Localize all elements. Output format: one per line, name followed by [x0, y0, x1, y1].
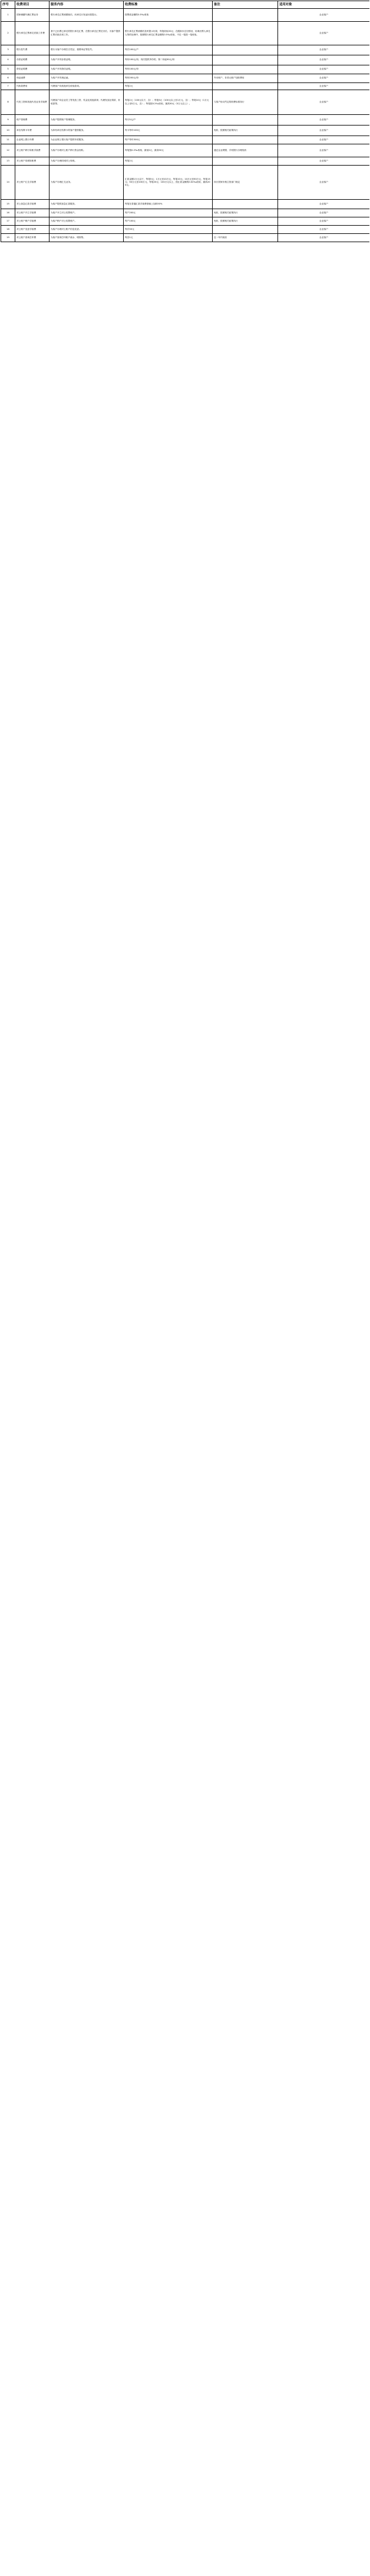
service-content: 为客户开具存款证明。 [49, 55, 124, 65]
row-number: 6 [1, 74, 15, 83]
fee-standard: 每笔在普通汇款手续费基础上加收50% [124, 200, 213, 209]
applicable-customer: 企业客户 [278, 9, 370, 22]
fee-standard: 每份100元/份，同次提供多份的，第二份起50元/份 [124, 55, 213, 65]
row-number: 7 [1, 83, 15, 90]
fee-item-name: 账户管理费 [15, 115, 49, 126]
fee-note [213, 136, 278, 144]
applicable-customer: 企业客户 [278, 200, 370, 209]
applicable-customer: 企业客户 [278, 217, 370, 226]
fee-schedule-document [1, 1, 369, 2575]
fee-note: 免收，按照相关政策执行 [213, 126, 278, 136]
column-header: 序号 [1, 1, 15, 9]
fee-standard: 每次50元 [124, 226, 213, 234]
row-number: 14 [1, 166, 15, 200]
applicable-customer: 企业客户 [278, 209, 370, 217]
row-number: 2 [1, 22, 15, 45]
fee-standard: 每月5元/户 [124, 115, 213, 126]
applicable-customer: 企业客户 [278, 136, 370, 144]
fee-standard: 每份100元/份 [124, 65, 213, 74]
applicable-customer: 企业客户 [278, 126, 370, 136]
table-row [1, 226, 370, 234]
fee-note [213, 157, 278, 166]
row-number: 19 [1, 234, 15, 242]
row-number: 16 [1, 209, 15, 217]
table-row [1, 157, 370, 166]
service-content: 为客户提供账户管理服务。 [49, 115, 124, 126]
applicable-customer: 企业客户 [278, 45, 370, 55]
service-content: 代理客户向企业员工等发放工资、奖金及其他款项；代理发放社保款、补贴款等。 [49, 90, 124, 115]
row-number: 8 [1, 90, 15, 115]
row-number: 18 [1, 226, 15, 234]
table-row [1, 217, 370, 226]
table-row [1, 166, 370, 200]
fee-standard: 每次100元/户 [124, 45, 213, 55]
fee-standard: 每笔2元 [124, 83, 213, 90]
table-row [1, 90, 370, 115]
column-header: 收费项目 [15, 1, 49, 9]
service-content: 基于已出票已承兑的银行承兑汇票，在银行承兑汇票兑付后，为客户提供汇票后续各项工作。 [49, 22, 124, 45]
fee-item-name: 国家储蓄代理汇票业务 [15, 9, 49, 22]
row-number: 1 [1, 9, 15, 22]
table-row [1, 126, 370, 136]
fee-standard: 每份200元/份 [124, 74, 213, 83]
applicable-customer: 企业客户 [278, 90, 370, 115]
column-header: 服务内容 [49, 1, 124, 9]
row-number: 4 [1, 55, 15, 65]
fee-item-name: 对公加急汇款手续费 [15, 200, 49, 209]
fee-standard: 每户每年300元 [124, 136, 213, 144]
fee-note [213, 65, 278, 74]
fee-schedule-table [1, 1, 369, 242]
applicable-customer: 企业客户 [278, 22, 370, 45]
applicable-customer: 企业客户 [278, 226, 370, 234]
fee-standard: 每笔2元 [124, 157, 213, 166]
row-number: 10 [1, 126, 15, 136]
fee-item-name: 对公账户查询打印费 [15, 234, 49, 242]
fee-item-name: 对公账户变更手续费 [15, 226, 49, 234]
table-row [1, 74, 370, 83]
applicable-customer: 企业客户 [278, 157, 370, 166]
table-row [1, 83, 370, 90]
table-row [1, 115, 370, 126]
applicable-customer: 企业客户 [278, 55, 370, 65]
fee-note [213, 115, 278, 126]
service-content: 为客户开具资信证明。 [49, 65, 124, 74]
column-header: 备注 [213, 1, 278, 9]
service-content: 为企业网上银行客户提供年度服务。 [49, 136, 124, 144]
table-row [1, 136, 370, 144]
service-content: 代理客户向其他单位收取款项。 [49, 83, 124, 90]
fee-note [213, 55, 278, 65]
applicable-customer: 企业客户 [278, 234, 370, 242]
row-number: 15 [1, 200, 15, 209]
row-number: 11 [1, 136, 15, 144]
fee-standard: 按票面金额的0.5‰收取 [124, 9, 213, 22]
fee-standard: 每笔按0.2‰收取，最低2元，最高50元 [124, 144, 213, 157]
table-row [1, 200, 370, 209]
service-content: 为客户办理对公账户跨行资金划转。 [49, 144, 124, 157]
fee-note [213, 22, 278, 45]
fee-item-name: 单位结算卡年费 [15, 126, 49, 136]
fee-standard: 汇款金额1万元以下，每笔5元；1万元至10万元，每笔10元；10万元至50万元，每笔15元；50万元至100万元，每笔20元；100万元以上，按汇款金额的0.02‰收取，最高200元。 [124, 166, 213, 200]
fee-item-name: 资信证明费 [15, 65, 49, 74]
table-row [1, 9, 370, 22]
table-row [1, 144, 370, 157]
table-row [1, 65, 370, 74]
fee-item-name: 对公账户同城转账费 [15, 157, 49, 166]
row-number: 17 [1, 217, 15, 226]
service-content: 为客户办理对公账户信息变更。 [49, 226, 124, 234]
table-row [1, 45, 370, 55]
fee-note: 通过企业网银、手机银行办理免收 [213, 144, 278, 157]
service-content: 为客户办理汇兑业务。 [49, 166, 124, 200]
service-content: 为持有单位结算卡的客户提供服务。 [49, 126, 124, 136]
fee-standard: 每户100元 [124, 217, 213, 226]
table-header-row [1, 1, 370, 9]
fee-standard: 每笔2元（100元以下，含）；每笔5元（100元以上至1万元，含）；每笔10元（1万元以上至5万元，含）；每笔按0.2‰收取，最高50元（5万元以上）。 [124, 90, 213, 115]
fee-note: 免收，按照相关政策执行 [213, 217, 278, 226]
service-content: 为客户查询打印账户流水、明细等。 [49, 234, 124, 242]
applicable-customer: 企业客户 [278, 144, 370, 157]
fee-note: 免收，按照相关政策执行 [213, 209, 278, 217]
fee-item-name: 询证函费 [15, 74, 49, 83]
fee-note: 执行国家价格主管部门规定 [213, 166, 278, 200]
fee-item-name: 对公账户跨行转账手续费 [15, 144, 49, 157]
table-row [1, 22, 370, 45]
row-number: 5 [1, 65, 15, 74]
fee-note [213, 9, 278, 22]
fee-note: 与客户协议约定的收费标准执行 [213, 90, 278, 115]
fee-note: 外币账户，非美元账户加收费用 [213, 74, 278, 83]
fee-item-name: 对公账户开立手续费 [15, 209, 49, 217]
fee-note [213, 200, 278, 209]
fee-item-name: 银行承兑汇票承兑后续工作费 [15, 22, 49, 45]
applicable-customer: 企业客户 [278, 115, 370, 126]
service-content: 为客户提供加急汇款服务。 [49, 200, 124, 209]
column-header: 适用对象 [278, 1, 370, 9]
applicable-customer: 企业客户 [278, 74, 370, 83]
fee-standard: 每页1元 [124, 234, 213, 242]
fee-item-name: 对公账户汇兑手续费 [15, 166, 49, 200]
row-number: 12 [1, 144, 15, 157]
applicable-customer: 企业客户 [278, 166, 370, 200]
applicable-customer: 企业客户 [278, 65, 370, 74]
service-content: 为客户办理同城对公转账。 [49, 157, 124, 166]
table-row [1, 55, 370, 65]
row-number: 3 [1, 45, 15, 55]
table-row [1, 209, 370, 217]
service-content: 银行为客户办理空白凭证、重要单证等挂失。 [49, 45, 124, 55]
fee-item-name: 存款证明费 [15, 55, 49, 65]
fee-note [213, 45, 278, 55]
service-content: 为客户开具询证函。 [49, 74, 124, 83]
fee-note [213, 226, 278, 234]
fee-item-name: 代收款费用 [15, 83, 49, 90]
fee-note [213, 83, 278, 90]
fee-standard: 每卡每年100元 [124, 126, 213, 136]
fee-item-name: 银行挂失费 [15, 45, 49, 55]
service-content: 为客户销户对公结算账户。 [49, 217, 124, 226]
row-number: 13 [1, 157, 15, 166]
fee-item-name: 对公账户销户手续费 [15, 217, 49, 226]
fee-standard: 银行承兑汇票到期后及时提示付款，每笔收取20元；在跟踪未兑付情况、协调出票人承兑人等的处理中，按照银行承兑汇票金额的0.5‰收取，不足一笔按一笔收取。 [124, 22, 213, 45]
service-content: 银行承兑汇票到期前后，向承兑行发起付款提示。 [49, 9, 124, 22]
service-content: 为客户开立对公结算账户。 [49, 209, 124, 217]
fee-item-name: 企业网上银行年费 [15, 136, 49, 144]
applicable-customer: 企业客户 [278, 83, 370, 90]
row-number: 9 [1, 115, 15, 126]
fee-item-name: 代发工资和其他代发业务手续费 [15, 90, 49, 115]
fee-note: 近一年内免收 [213, 234, 278, 242]
table-row [1, 234, 370, 242]
column-header: 收费标准 [124, 1, 213, 9]
fee-standard: 每户200元 [124, 209, 213, 217]
